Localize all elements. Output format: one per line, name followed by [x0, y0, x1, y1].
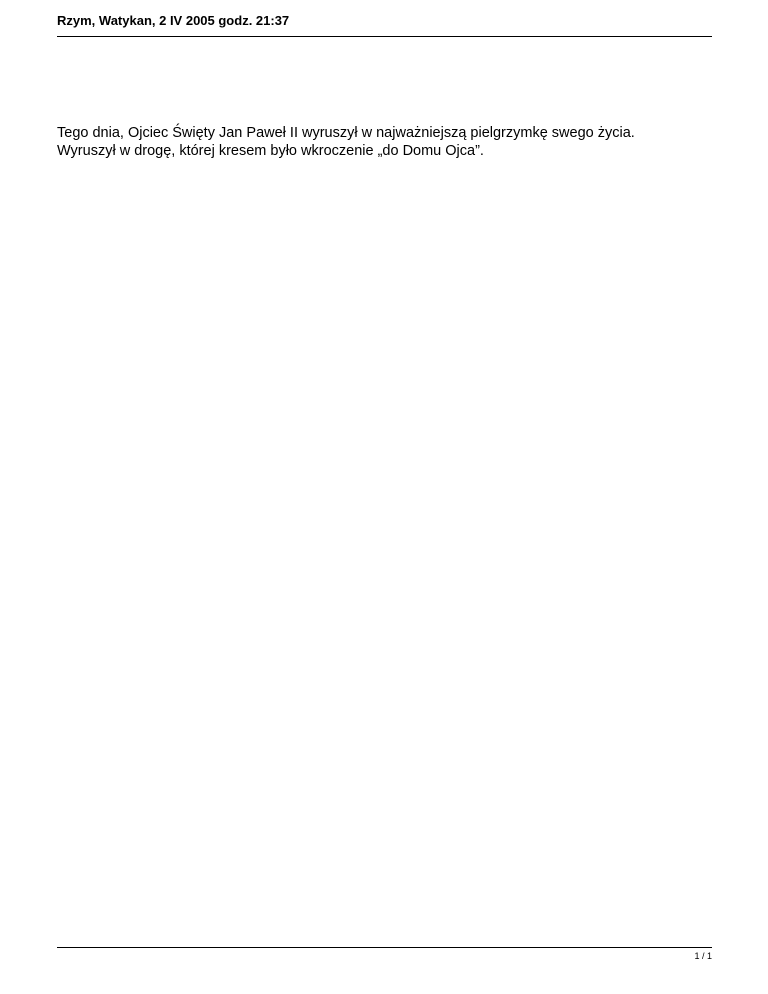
page-title: Rzym, Watykan, 2 IV 2005 godz. 21:37 — [57, 13, 290, 28]
paragraph-line: Wyruszył w drogę, której kresem było wkroczenie „do Domu Ojca”. — [57, 143, 484, 159]
page-header — [57, 12, 712, 37]
paragraph-line: Tego dnia, Ojciec Święty Jan Paweł II wyruszył w najważniejszą pielgrzymkę swego życia. — [57, 125, 635, 141]
page-footer — [57, 947, 712, 968]
article-body — [57, 124, 717, 160]
page-number: 1 / 1 — [694, 951, 712, 961]
